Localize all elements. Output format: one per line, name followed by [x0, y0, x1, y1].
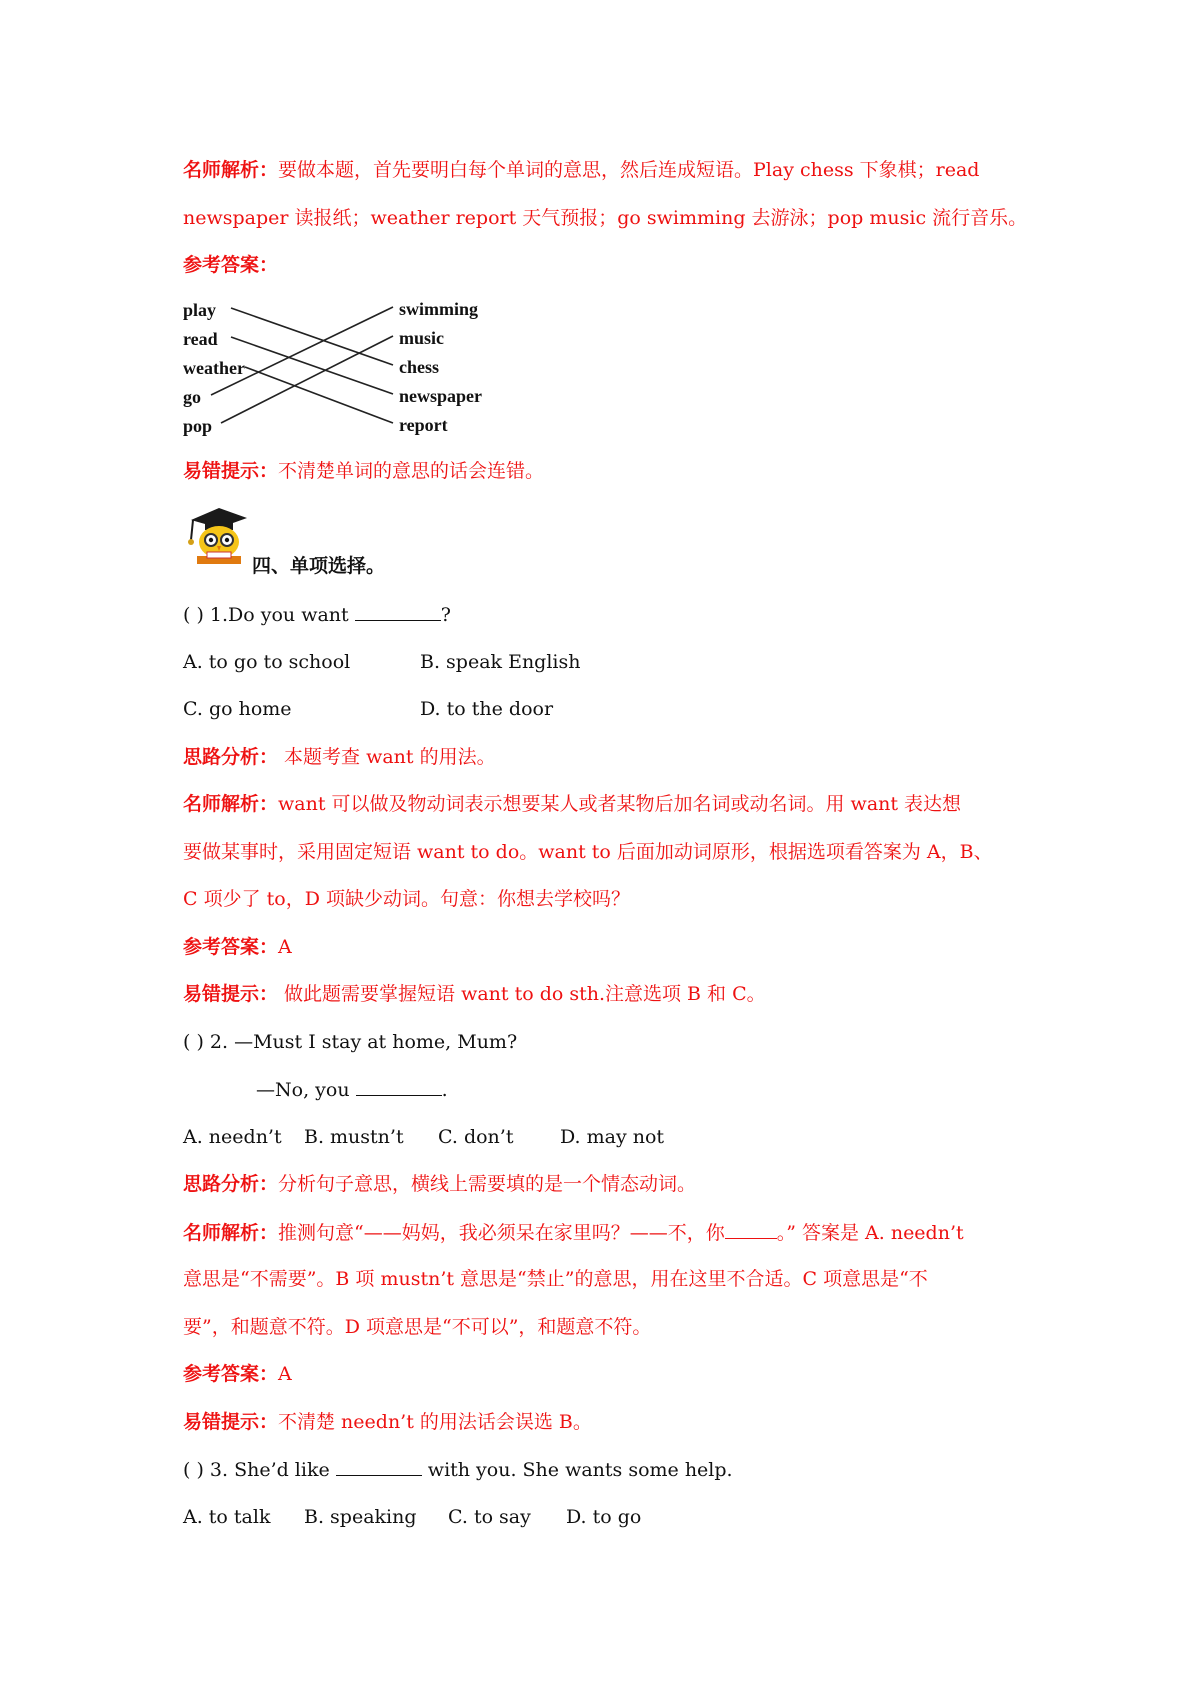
answer-label: 参考答案： — [183, 254, 279, 276]
question-3-stem — [183, 1457, 733, 1483]
analysis-label: 名师解析： — [183, 793, 279, 815]
q2-option-a: A. needn’t — [183, 1126, 282, 1148]
tip-text: 不清楚单词的意思的话会连错。 — [278, 460, 545, 482]
right-word: newspaper — [399, 386, 483, 406]
idea-line — [183, 745, 496, 771]
answer-label: 参考答案： — [183, 1363, 279, 1385]
matching-diagram — [183, 292, 493, 436]
idea-text: 本题考查 want 的用法。 — [278, 746, 496, 768]
answer-blank — [336, 1457, 422, 1476]
analysis-line: C 项少了 to，D 项缺少动词。句意：你想去学校吗？ — [183, 888, 630, 910]
right-word: music — [399, 328, 444, 348]
tip-label: 易错提示： — [183, 1411, 279, 1433]
analysis-line: newspaper 读报纸；weather report 天气预报；go swimming 去游泳；pop music 流行音乐。 — [183, 207, 1028, 229]
analysis-line — [183, 1220, 964, 1246]
answer-line — [183, 1362, 292, 1388]
analysis-line: 要”，和题意不符。D 项意思是“不可以”，和题意不符。 — [183, 1316, 652, 1338]
answer-label: 参考答案： — [183, 936, 279, 958]
stem-text: ( ) 1.Do you want — [183, 604, 355, 626]
line-weather-report — [245, 367, 393, 423]
q2-option-c: C. don’t — [438, 1126, 514, 1148]
analysis-text: want 可以做及物动词表示想要某人或者某物后加名词或动名词。用 want 表达想 — [278, 793, 962, 815]
stem-text: ? — [440, 604, 451, 626]
question-2-stem: ( ) 2. —Must I stay at home, Mum? — [183, 1031, 518, 1053]
right-word-list — [399, 295, 482, 440]
analysis-label: 名师解析： — [183, 1222, 279, 1244]
idea-label: 思路分析： — [183, 746, 279, 768]
left-word: pop — [183, 416, 213, 436]
q3-option-c: C. to say — [448, 1506, 531, 1528]
reply-text: . — [441, 1079, 448, 1101]
tip-text: 做此题需要掌握短语 want to do sth.注意选项 B 和 C。 — [278, 983, 766, 1005]
analysis-line — [183, 158, 979, 184]
q1-option-a: A. to go to school — [183, 651, 351, 673]
answer-value: A — [278, 936, 292, 958]
q1-option-d: D. to the door — [420, 698, 554, 720]
analysis-label: 名师解析： — [183, 159, 279, 181]
q1-option-b: B. speak English — [420, 651, 581, 673]
q2-option-b: B. mustn’t — [304, 1126, 404, 1148]
stem-text: with you. She wants some help. — [421, 1459, 733, 1481]
left-word: weather — [183, 358, 245, 378]
answer-blank — [355, 602, 441, 621]
left-word: read — [183, 329, 218, 349]
tip-line — [183, 459, 544, 485]
professor-owl-icon — [183, 506, 249, 568]
left-word: play — [183, 300, 217, 320]
idea-text: 分析句子意思，横线上需要填的是一个情态动词。 — [278, 1173, 697, 1195]
analysis-text: 。” 答案是 A. needn’t — [776, 1222, 964, 1244]
tip-line — [183, 1410, 592, 1436]
tip-line — [183, 982, 766, 1008]
q3-option-d: D. to go — [566, 1506, 642, 1528]
analysis-text: 要做本题，首先要明白每个单词的意思，然后连成短语。Play chess 下象棋；read — [278, 159, 980, 181]
question-2-reply — [256, 1077, 448, 1103]
analysis-line: 意思是“不需要”。B 项 mustn’t 意思是“禁止”的意思，用在这里不合适。C 项意思是“不 — [183, 1268, 928, 1290]
idea-line — [183, 1172, 696, 1198]
stem-text: ( ) 3. She’d like — [183, 1459, 336, 1481]
left-word: go — [183, 387, 201, 407]
answer-line — [183, 935, 292, 961]
answer-value: A — [278, 1363, 292, 1385]
answer-blank — [725, 1220, 777, 1239]
tip-label: 易错提示： — [183, 983, 279, 1005]
idea-label: 思路分析： — [183, 1173, 279, 1195]
analysis-line — [183, 792, 961, 818]
analysis-text: 推测句意“——妈妈，我必须呆在家里吗？——不，你 — [278, 1222, 725, 1244]
line-play-chess — [231, 308, 393, 365]
q2-option-d: D. may not — [560, 1126, 665, 1148]
section-title: 四、单项选择。 — [252, 555, 386, 577]
right-word: report — [399, 415, 448, 435]
analysis-line: 要做某事时，采用固定短语 want to do。want to 后面加动词原形，根据选项看答案为 A，B、 — [183, 841, 993, 863]
tip-label: 易错提示： — [183, 460, 279, 482]
q1-option-c: C. go home — [183, 698, 292, 720]
question-1-stem — [183, 602, 451, 628]
reply-text: —No, you — [256, 1079, 356, 1101]
right-word: swimming — [399, 299, 479, 319]
left-word-list — [183, 296, 245, 441]
tip-text: 不清楚 needn’t 的用法话会误选 B。 — [278, 1411, 592, 1433]
answer-blank — [356, 1077, 442, 1096]
q3-option-a: A. to talk — [183, 1506, 271, 1528]
q3-option-b: B. speaking — [304, 1506, 417, 1528]
right-word: chess — [399, 357, 439, 377]
